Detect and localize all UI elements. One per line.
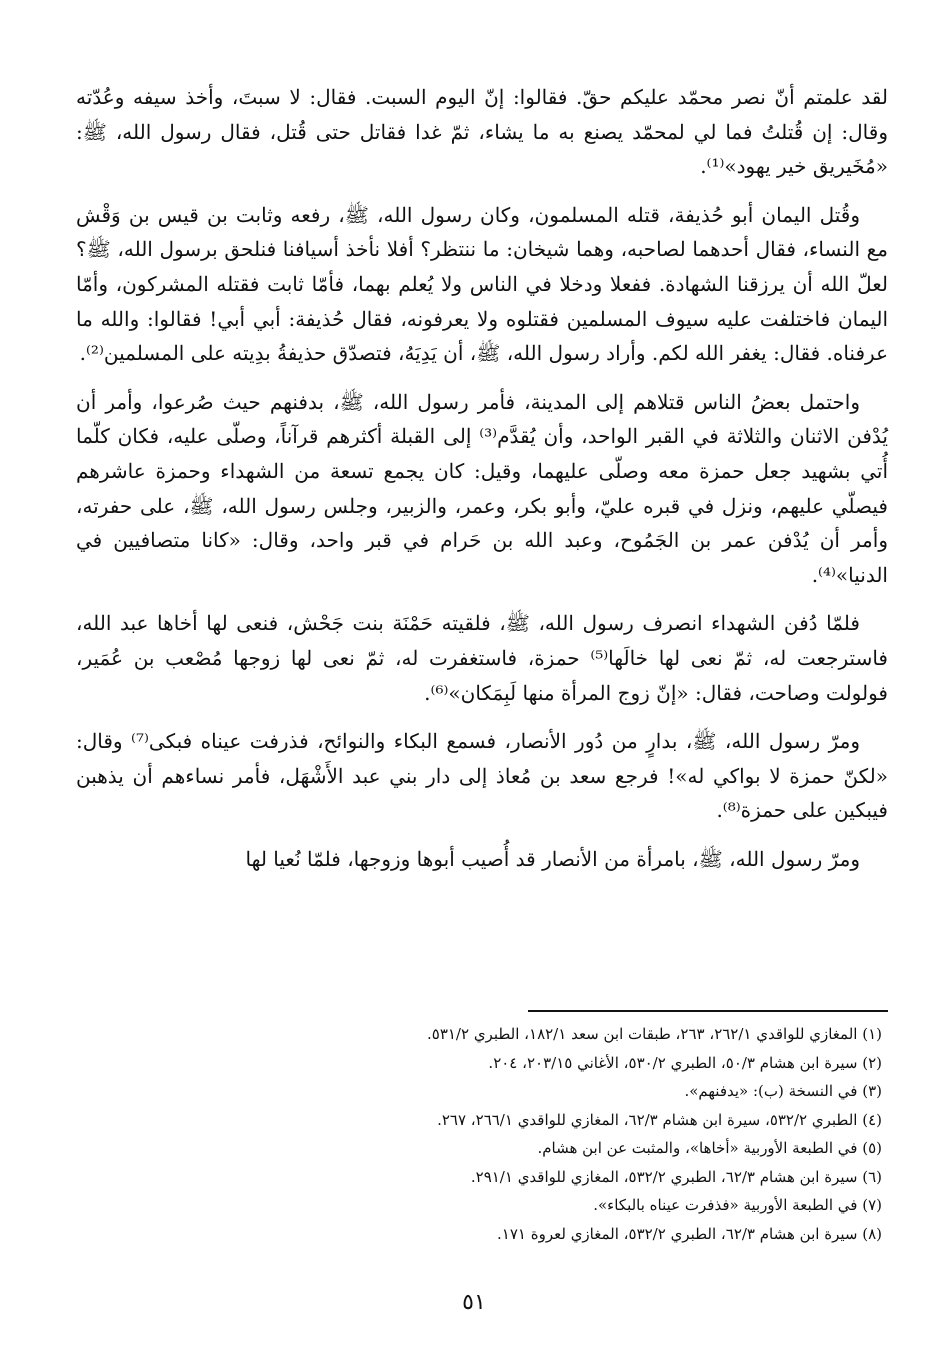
paragraph: واحتمل بعضُ الناس قتلاهم إلى المدينة، فأمر رسول الله، ﷺ، بدفنهم حيث صُرعوا، وأمر أن يُدْفن الاثنان والثلاثة في القبر الواحد، وأن يُقدَّم⁽³⁾ إلى القبلة أكثرهم قرآناً، وصلّى عليه، فكان كلّما أُتي بشهيد جعل حمزة معه وصلّى عليهما، وقيل: كان يجمع تسعة من الشهداء وحمزة عاشرهم فيصلّي عليهم، ونزل في قبره عليّ، وأبو بكر، وعمر، والزبير، وجلس رسول الله، ﷺ، على حفرته، وأمر أن يُدْفن عمر بن الجَمُوح، وعبد الله بن حَرام في قبر واحد، وقال: «كانا متصافيين في الدنيا»⁽⁴⁾.: [76, 389, 888, 587]
footnote: (٥) في الطبعة الأوربية «أخاها»، والمثبت عن ابن هشام.: [537, 1139, 882, 1157]
paragraph: لقد علمتم أنّ نصر محمّد عليكم حقّ. فقالوا: إنّ اليوم السبت. فقال: لا سبتَ، وأخذ سيفه وعُدّته وقال: إن قُتلتُ فما لي لمحمّد يصنع به ما يشاء، ثمّ غدا فقاتل حتى قُتل، فقال رسول الله، ﷺ: «مُخَيريق خير يهود»⁽¹⁾.: [76, 85, 888, 179]
footnote: (٣) في النسخة (ب): «يدفنهم».: [684, 1082, 882, 1100]
footnote: (٦) سيرة ابن هشام ٦٢/٣، الطبري ٥٣٢/٢، المغازي للواقدي ٢٩١/١.: [470, 1167, 882, 1186]
paragraph: فلمّا دُفن الشهداء انصرف رسول الله، ﷺ، فلقيته حَمْنَة بنت جَحْش، فنعى لها أخاها عبد الله، فاسترجعت له، ثمّ نعى لها خالَها⁽⁵⁾ حمزة، فاستغفرت له، ثمّ نعى لها زوجها مُصْعب بن عُمَير، فولولت وصاحت، فقال: «إنّ زوج المرأة منها لَبِمَكان»⁽⁶⁾.: [76, 611, 888, 705]
paragraph: ومرّ رسول الله، ﷺ، بامرأة من الأنصار قد أُصيب أبوها وزوجها، فلمّا نُعيا لها: [245, 846, 860, 871]
footnote: (٨) سيرة ابن هشام ٦٢/٣، الطبري ٥٣٢/٢، المغازي لعروة ١٧١.: [497, 1224, 882, 1243]
footnote: (١) المغازي للواقدي ٢٦٢/١، ٢٦٣، طبقات ابن سعد ١٨٢/١، الطبري ٥٣١/٢.: [426, 1025, 882, 1043]
footnote: (٧) في الطبعة الأوربية «فذفرت عيناه بالبكاء».: [593, 1196, 882, 1214]
page-number: ٥١: [462, 1290, 486, 1315]
paragraph: وقُتل اليمان أبو حُذيفة، قتله المسلمون، وكان رسول الله، ﷺ، رفعه وثابت بن قيس بن وَقْش مع النساء، فقال أحدهما لصاحبه، وهما شيخان: ما ننتظر؟ أفلا نأخذ أسيافنا فنلحق برسول الله، ﷺ؟ لعلّ الله أن يرزقنا الشهادة. ففعلا ودخلا في الناس ولا يُعلم بهما، فأمّا ثابت فقتله المشركون، وأمّا اليمان فاختلفت عليه سيوف المسلمين فقتلوه ولا يعرفونه، فقال حُذيفة: أبي أبي! فقالوا: والله ما عرفناه. فقال: يغفر الله لكم. وأراد رسول الله، ﷺ، أن يَدِيَهُ، فتصدّق حذيفةُ بدِيته على المسلمين⁽²⁾.: [76, 202, 888, 366]
footnote: (٢) سيرة ابن هشام ٥٠/٣، الطبري ٥٣٠/٢، الأغاني ٢٠٣/١٥، ٢٠٤.: [488, 1053, 882, 1072]
footnote-divider: [528, 1010, 888, 1012]
footnotes: [76, 1020, 888, 1248]
paragraph: ومرّ رسول الله، ﷺ، بدارٍ من دُور الأنصار، فسمع البكاء والنوائح، فذرفت عيناه فبكى⁽⁷⁾ وقال: «لكنّ حمزة لا بواكي له»! فرجع سعد بن مُعاذ إلى دار بني عبد الأَشْهَل، فأمر نساءهم أن يذهبن فيبكين على حمزة⁽⁸⁾.: [76, 729, 888, 823]
footnote: (٤) الطبري ٥٣٢/٢، سيرة ابن هشام ٦٢/٣، المغازي للواقدي ٢٦٦/١، ٢٦٧.: [437, 1110, 882, 1129]
main-text: [76, 80, 888, 890]
